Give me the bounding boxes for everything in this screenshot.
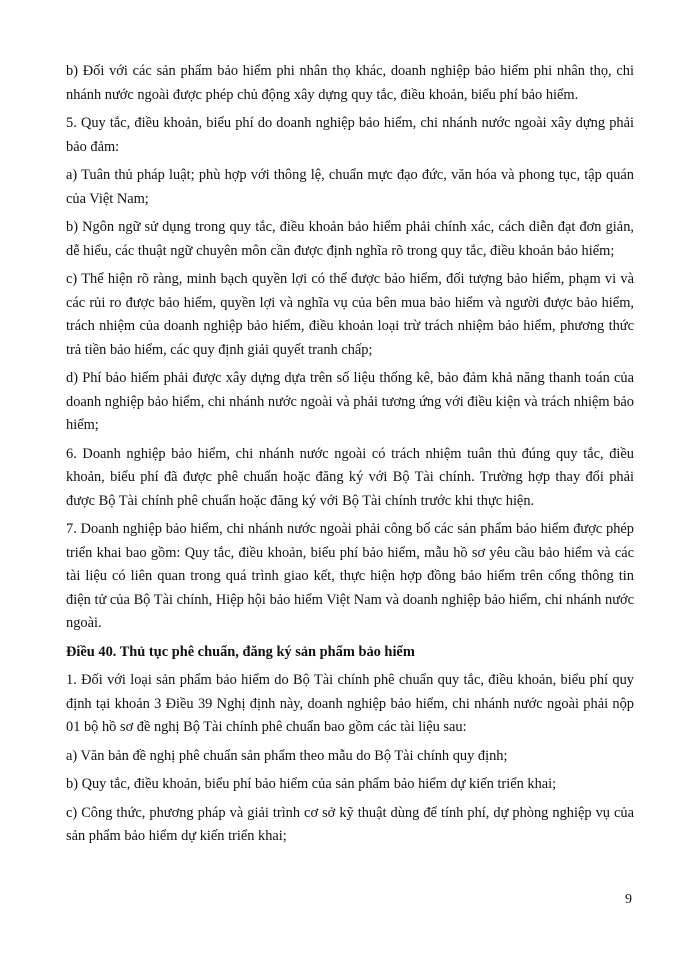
page-number: 9 <box>625 892 632 907</box>
paragraph-clause-6: 6. Doanh nghiệp bảo hiểm, chi nhánh nước ngoài có trách nhiệm tuân thủ đúng quy tắc, điều khoản, biểu phí đã được phê chuẩn hoặc đăng ký với Bộ Tài chính. Trường hợp thay đổi phải được Bộ Tài chính phê chuẩn hoặc đăng ký với Bộ Tài chính trước khi thực hiện. <box>66 445 634 509</box>
paragraph-clause-5a: a) Tuân thủ pháp luật; phù hợp với thông lệ, chuẩn mực đạo đức, văn hóa và phong tục, tập quán của Việt Nam; <box>66 167 634 207</box>
paragraph-clause-5c: c) Thể hiện rõ ràng, minh bạch quyền lợi có thể được bảo hiểm, đối tượng bảo hiểm, phạm vi và các rủi ro được bảo hiểm, quyền lợi và nghĩa vụ của bên mua bảo hiểm và người được bảo hiểm, trách nhiệm của doanh nghiệp bảo hiểm, điều khoản loại trừ trách nhiệm bảo hiểm, phương thức trả tiền bảo hiểm, các quy định giải quyết tranh chấp; <box>66 271 634 358</box>
paragraph-article40-clause-1b: b) Quy tắc, điều khoản, biểu phí bảo hiểm của sản phẩm bảo hiểm dự kiến triển khai; <box>66 776 557 792</box>
paragraph-article40-clause-1a: a) Văn bản đề nghị phê chuẩn sản phẩm theo mẫu do Bộ Tài chính quy định; <box>66 747 508 764</box>
article-40-heading: Điều 40. Thủ tục phê chuẩn, đăng ký sản phẩm bảo hiểm <box>66 643 415 660</box>
paragraph-clause-7: 7. Doanh nghiệp bảo hiểm, chi nhánh nước ngoài phải công bố các sản phẩm bảo hiểm được phép triển khai bao gồm: Quy tắc, điều khoản, biểu phí bảo hiểm, mẫu hồ sơ yêu cầu bảo hiểm và các tài liệu có liên quan trong quá trình giao kết, thực hiện hợp đồng bảo hiểm trên cổng thông tin điện tử của Bộ Tài chính, Hiệp hội bảo hiểm Việt Nam và doanh nghiệp bảo hiểm, chi nhánh nước ngoài. <box>66 521 634 631</box>
paragraph-clause-5d: d) Phí bảo hiểm phải được xây dựng dựa trên số liệu thống kê, bảo đảm khả năng thanh toán của doanh nghiệp bảo hiểm, chi nhánh nước ngoài và phải tương ứng với điều kiện và trách nhiệm bảo hiểm; <box>66 370 634 433</box>
paragraph-clause-5: 5. Quy tắc, điều khoản, biểu phí do doanh nghiệp bảo hiểm, chi nhánh nước ngoài xây dựng phải bảo đảm: <box>66 115 634 155</box>
paragraph-5b-intro: b) Đối với các sản phẩm bảo hiểm phi nhân thọ khác, doanh nghiệp bảo hiểm phi nhân thọ, chi nhánh nước ngoài được phép chủ động xây dựng quy tắc, điều khoản, biểu phí bảo hiểm. <box>66 63 634 103</box>
paragraph-clause-5b: b) Ngôn ngữ sử dụng trong quy tắc, điều khoản bảo hiểm phải chính xác, cách diễn đạt đơn giản, dễ hiểu, các thuật ngữ chuyên môn cần được định nghĩa rõ trong quy tắc, điều khoản bảo hiểm; <box>66 219 634 259</box>
paragraph-article40-clause-1: 1. Đối với loại sản phẩm bảo hiểm do Bộ Tài chính phê chuẩn quy tắc, điều khoản, biểu phí quy định tại khoản 3 Điều 39 Nghị định này, doanh nghiệp bảo hiểm, chi nhánh nước ngoài phải nộp 01 bộ hồ sơ đề nghị Bộ Tài chính phê chuẩn bao gồm các tài liệu sau: <box>66 672 634 735</box>
paragraph-article40-clause-1c: c) Công thức, phương pháp và giải trình cơ sở kỹ thuật dùng để tính phí, dự phòng nghiệp vụ của sản phẩm bảo hiểm dự kiến triển khai; <box>66 804 634 844</box>
